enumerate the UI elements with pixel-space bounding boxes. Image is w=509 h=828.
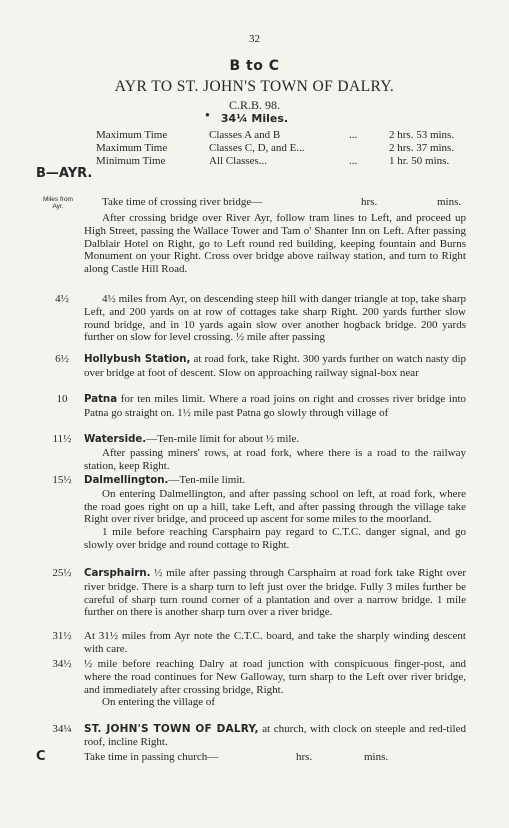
finish-mins: mins. <box>364 751 389 763</box>
route-distance: 34¼ Miles. <box>220 112 289 125</box>
finish-time-instruction: Take time in passing church— <box>84 751 219 763</box>
time-row: Maximum Time Classes C, D, and E... 2 hrs. 37 mins. <box>96 142 455 154</box>
dot-mark: ● <box>205 110 210 119</box>
route-entry: 4½ miles from Ayr, on descending steep hill with danger triangle at top, take sharp Left, and 200 yards on at row of cottages take sharp Right. 200 yards further slow round bridge, and in 10 yards again slow over another hogback bridge. 200 yards further on slow for level crossing. ½ mile after passing <box>84 293 466 344</box>
start-point-label: B—AYR. <box>36 166 93 181</box>
mileage: 6½ <box>55 353 69 365</box>
mileage: 11½ <box>52 433 72 445</box>
route-entry: Hollybush Station, at road fork, take Right. 300 yards further on watch nasty dip over bridge at foot of descent. Slow on approaching railway signal-box near <box>84 353 467 379</box>
page-number: 32 <box>249 33 260 45</box>
crb-reference: C.R.B. 98. <box>228 98 280 112</box>
route-entry: ST. JOHN'S TOWN OF DALRY, at church, with clock on steeple and red-tiled roof, incline Right. <box>84 723 466 748</box>
route-entry: ½ mile before reaching Dalry at road junction with conspicuous finger-post, and where the road continues for New Galloway, turn sharp to the Left over river bridge, and immediately after crossing bridge, Right. On entering the village of <box>84 658 466 709</box>
route-entry: Waterside.—Ten-mile limit for about ½ mile. After passing miners' rows, at road fork, where there is a road to the railway station, keep Right. <box>84 433 466 472</box>
time-row: Minimum Time All Classes... ... 1 hr. 50 mins. <box>96 155 450 167</box>
mileage: 4½ <box>55 293 69 305</box>
mileage: 25½ <box>52 567 72 579</box>
start-time-instruction: Take time of crossing river bridge— <box>102 196 263 208</box>
start-mins: mins. <box>437 196 462 208</box>
mileage: 31½ <box>52 630 72 642</box>
route-title: AYR TO ST. JOHN'S TOWN OF DALRY. <box>114 78 395 95</box>
time-row: Maximum Time Classes A and B ... 2 hrs. 53 mins. <box>96 129 455 141</box>
route-entry: Patna for ten miles limit. Where a road joins on right and crosses river bridge into Patna go straight on. 1½ mile past Patna go slowly through village of <box>84 393 467 419</box>
end-point-label: C <box>36 749 46 764</box>
finish-hrs: hrs. <box>296 751 313 763</box>
route-entry: Dalmellington.—Ten-mile limit. On entering Dalmellington, and after passing school on left, at road fork, where the road goes right on up a hill, take Left, and after passing through the village take Right over river bridge, and proceed up ascent for some miles to the moorland. 1 mile before reaching Carsphairn pay regard to C.T.C. danger signal, and go slowly over bridge and round cottage to Right. <box>84 474 466 551</box>
mileage: 15½ <box>52 474 72 486</box>
miles-from-header: Miles from Ayr. <box>43 196 73 210</box>
mileage: 34½ <box>52 658 72 670</box>
intro-paragraph: After crossing bridge over River Ayr, follow tram lines to Left, and proceed up High Street, passing the Wallace Tower and Tam o' Shanter Inn on Left. After passing Dalblair Hotel on Right, go to Left round red building, keeping fountain and Burns Monument on your Right. Cross over bridge above railway station, and turn to Right along Castle Hill Road. <box>84 212 466 276</box>
section-heading: B to C <box>229 58 280 74</box>
mileage: 10 <box>56 393 68 405</box>
route-entry: Carsphairn. ½ mile after passing through Carsphairn at road fork take Right over river bridge. There is a sharp turn to left just over the bridge. Fully 3 miles further be careful of sharp turn round corner of a plantation and over a narrow bridge. 1 mile further on there is another sharp turn over a river bridge. <box>84 567 467 619</box>
time-table <box>96 129 499 168</box>
start-hrs: hrs. <box>361 196 378 208</box>
mileage: 34¼ <box>52 723 72 735</box>
route-entry: At 31½ miles from Ayr note the C.T.C. board, and take the sharply winding descent with care. <box>84 630 466 655</box>
